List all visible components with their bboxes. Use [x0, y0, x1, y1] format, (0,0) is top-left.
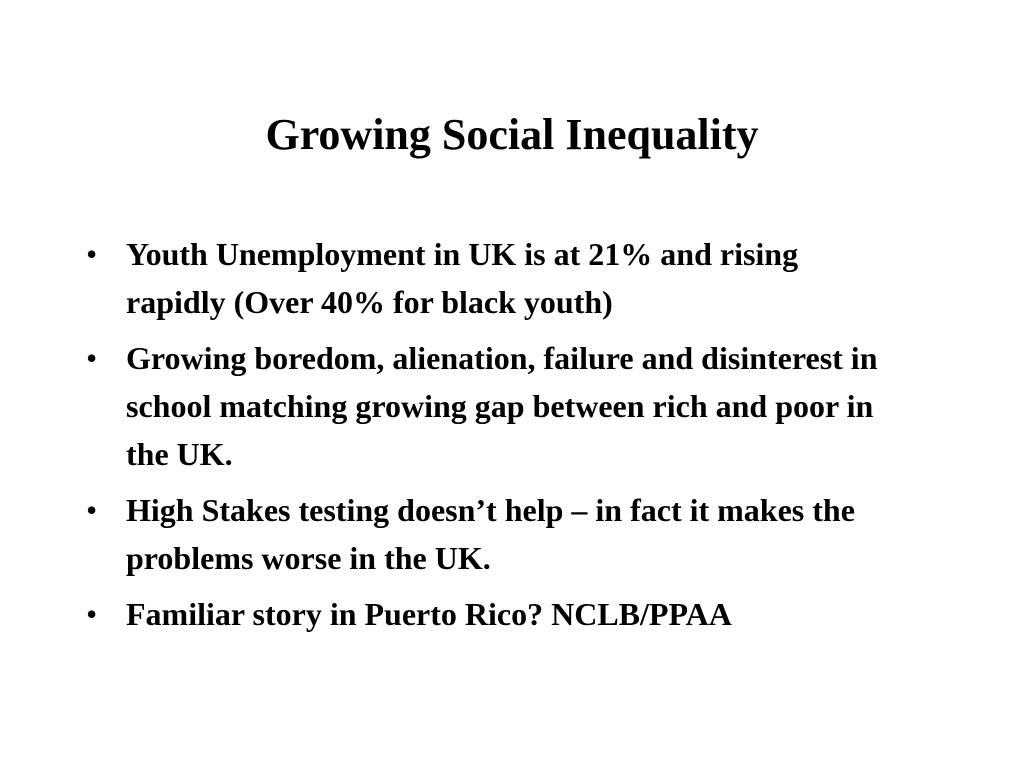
bullet-item — [86, 590, 886, 638]
bullet-text-youth-unemployment: Youth Unemployment in UK is at 21% and rising rapidly (Over 40% for black youth) — [126, 236, 799, 320]
bullet-text-high-stakes-testing: High Stakes testing doesn’t help – in fact it makes the problems worse in the UK. — [126, 492, 855, 576]
bullet-dot-icon: • — [86, 596, 98, 632]
bullet-dot-icon: • — [86, 492, 98, 528]
bullet-list — [86, 230, 886, 646]
bullet-dot-icon: • — [86, 340, 98, 376]
bullet-item — [86, 334, 886, 478]
bullet-text-puerto-rico: Familiar story in Puerto Rico? NCLB/PPAA — [126, 596, 732, 632]
bullet-item — [86, 230, 886, 326]
bullet-item — [86, 486, 886, 582]
slide-title: Growing Social Inequality — [265, 110, 759, 159]
bullet-dot-icon: • — [86, 236, 98, 272]
bullet-text-growing-boredom: Growing boredom, alienation, failure and disinterest in school matching growing gap between rich and poor in the UK. — [126, 340, 878, 472]
